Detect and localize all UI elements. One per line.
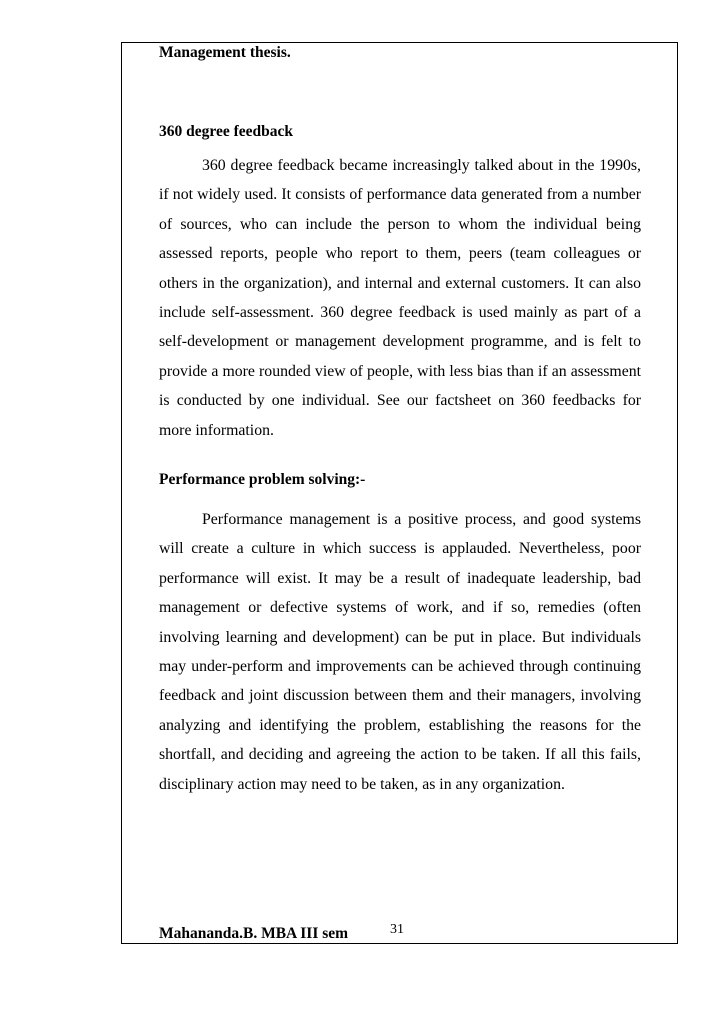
footer-author: Mahananda.B. MBA III sem: [159, 925, 349, 942]
document-header-title: Management thesis.: [159, 44, 291, 61]
page-number: 31: [390, 922, 404, 937]
section-heading-performance-problem-solving: Performance problem solving:-: [159, 471, 366, 488]
section-paragraph-360-feedback: 360 degree feedback became increasingly talked about in the 1990s, if not widely used. It consists of performance data generated from a number of sources, who can include the person to whom the individual being assessed reports, people who report to them, peers (team colleagues or others in the organization), and internal and external customers. It can also include self-assessment. 360 degree feedback is used mainly as part of a self-development or management development programme, and is felt to provide a more rounded view of people, with less bias than if an assessment is conducted by one individual. See our factsheet on 360 feedbacks for more information.: [159, 157, 641, 439]
section-heading-360-feedback: 360 degree feedback: [159, 123, 294, 140]
section-paragraph-performance-problem-solving: Performance management is a positive process, and good systems will create a culture in which success is applauded. Nevertheless, poor performance will exist. It may be a result of inadequate leadership, bad management or defective systems of work, and if so, remedies (often involving learning and development) can be put in place. But individuals may under-perform and improvements can be achieved through continuing feedback and joint discussion between them and their managers, involving analyzing and identifying the problem, establishing the reasons for the shortfall, and deciding and agreeing the action to be taken. If all this fails, disciplinary action may need to be taken, as in any organization.: [159, 511, 641, 793]
